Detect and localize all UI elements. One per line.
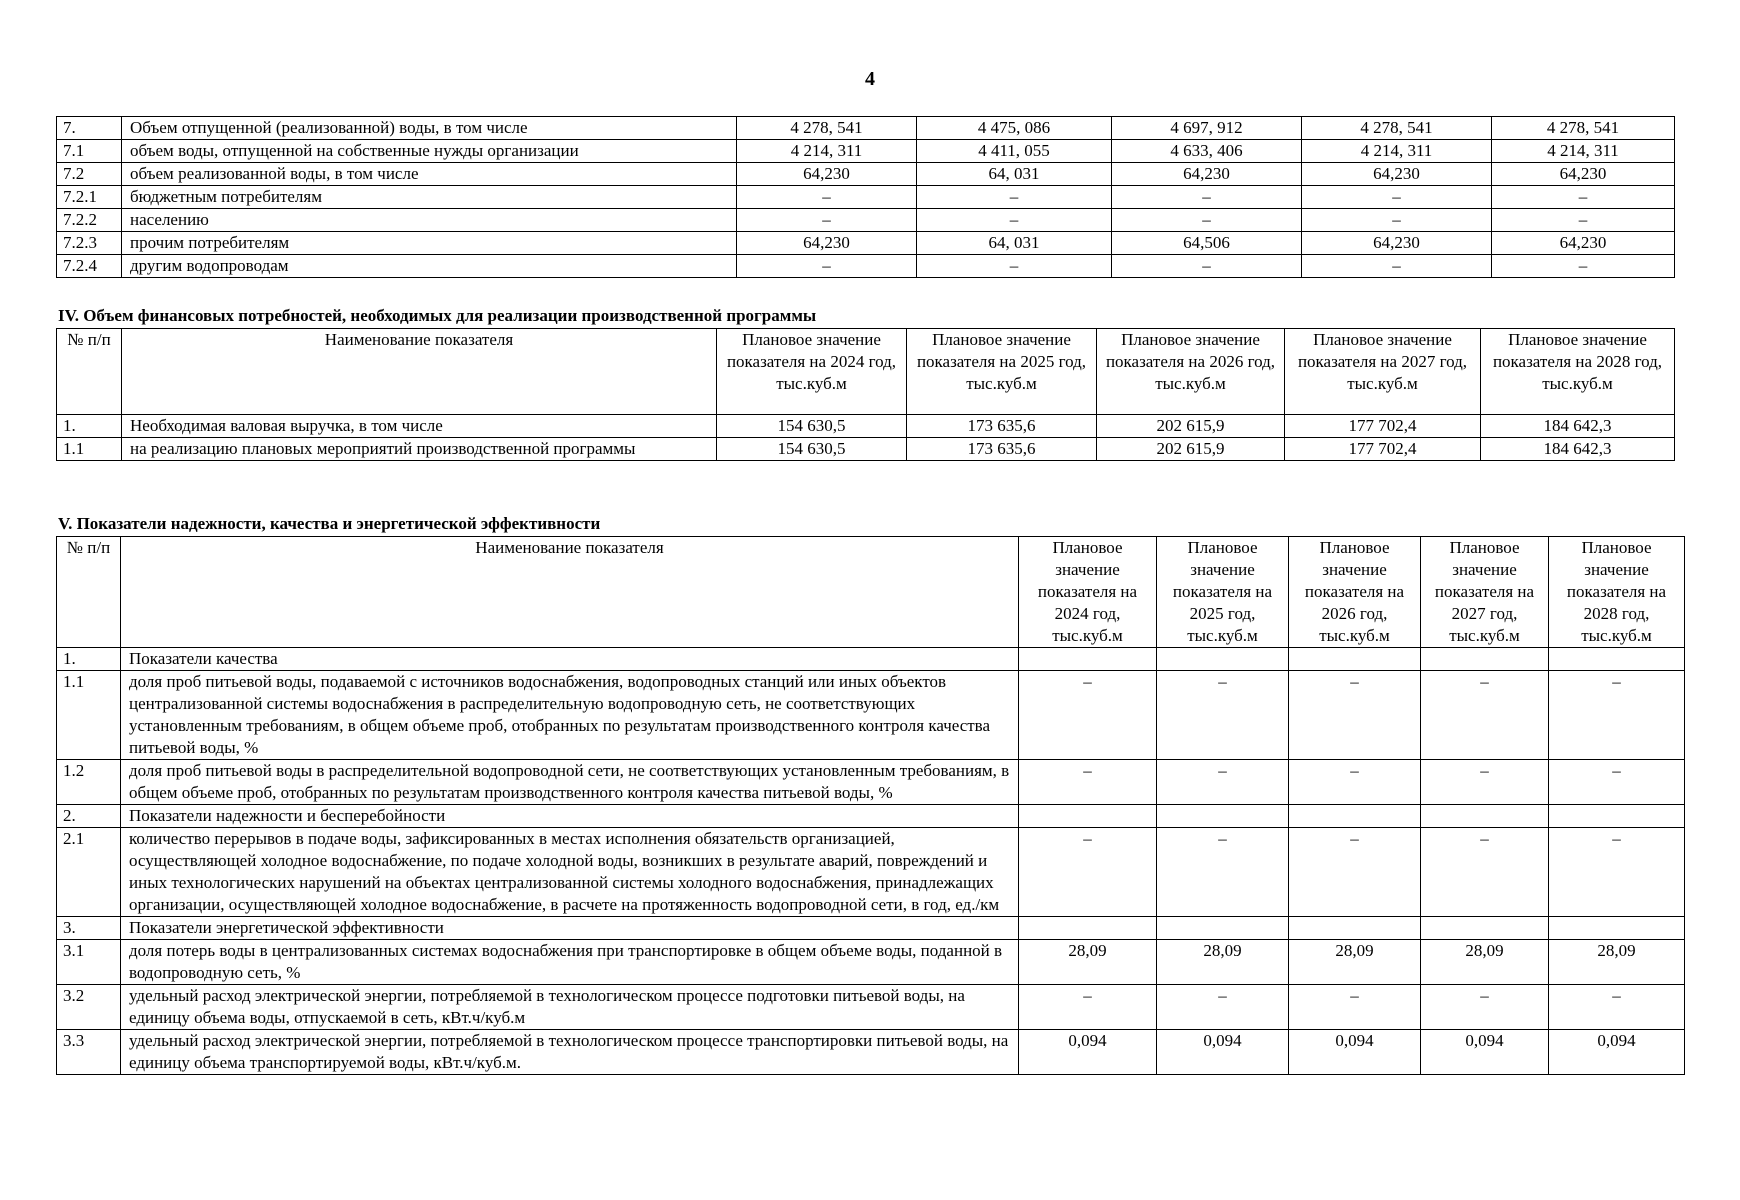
row-value-2028: 64,230	[1492, 232, 1675, 255]
row-value-2025: 64, 031	[917, 163, 1112, 186]
row-value-2024	[1019, 917, 1157, 940]
row-number: 3.	[57, 917, 121, 940]
header-name: Наименование показателя	[121, 537, 1019, 648]
row-number: 7.2.2	[57, 209, 122, 232]
row-value-2027	[1421, 917, 1549, 940]
row-value-2024: 154 630,5	[717, 415, 907, 438]
row-number: 1.	[57, 415, 122, 438]
row-value-2025: 28,09	[1157, 940, 1289, 985]
row-value-2026: 4 633, 406	[1112, 140, 1302, 163]
table-row	[57, 940, 1685, 985]
row-value-2026: 0,094	[1289, 1030, 1421, 1075]
row-number: 7.2	[57, 163, 122, 186]
table-row	[57, 648, 1685, 671]
row-value-2025: 173 635,6	[907, 415, 1097, 438]
row-value-2025: 173 635,6	[907, 438, 1097, 461]
header-name: Наименование показателя	[122, 329, 717, 415]
row-indicator-name: объем реализованной воды, в том числе	[122, 163, 737, 186]
water-volume-table	[56, 116, 1675, 278]
row-value-2024: 64,230	[737, 163, 917, 186]
table-row	[57, 186, 1675, 209]
row-value-2027	[1421, 648, 1549, 671]
row-value-2024: –	[1019, 671, 1157, 760]
table-row	[57, 209, 1675, 232]
row-value-2026	[1289, 917, 1421, 940]
row-value-2025: –	[1157, 985, 1289, 1030]
row-value-2025: –	[917, 209, 1112, 232]
row-value-2028	[1549, 805, 1685, 828]
row-value-2024: –	[1019, 985, 1157, 1030]
row-value-2027: –	[1302, 209, 1492, 232]
row-value-2028: –	[1492, 186, 1675, 209]
row-value-2028: 0,094	[1549, 1030, 1685, 1075]
financial-needs-table	[56, 328, 1675, 461]
row-value-2026: –	[1112, 186, 1302, 209]
table-row	[57, 415, 1675, 438]
row-number: 7.2.4	[57, 255, 122, 278]
header-col-2027: Плановое значение показателя на 2027 год, тыс.куб.м	[1421, 537, 1549, 648]
row-value-2027: 4 278, 541	[1302, 117, 1492, 140]
row-value-2025	[1157, 805, 1289, 828]
row-indicator-name: доля проб питьевой воды, подаваемой с источников водоснабжения, водопроводных станций или иных объектов централизованной системы водоснабжения в распределительную водопроводную сеть, не соответствующих установленным требованиям, в общем объеме проб, отобранных по результатам производственного контроля качества питьевой воды, %	[121, 671, 1019, 760]
row-value-2028: 4 278, 541	[1492, 117, 1675, 140]
row-number: 3.2	[57, 985, 121, 1030]
table-row	[57, 917, 1685, 940]
row-indicator-name: удельный расход электрической энергии, потребляемой в технологическом процессе подготовки питьевой воды, на единицу объема воды, отпускаемой в сеть, кВт.ч/куб.м	[121, 985, 1019, 1030]
row-value-2027: 0,094	[1421, 1030, 1549, 1075]
row-number: 1.	[57, 648, 121, 671]
row-value-2024: –	[737, 209, 917, 232]
row-indicator-name: доля потерь воды в централизованных системах водоснабжения при транспортировке в общем объеме воды, поданной в водопроводную сеть, %	[121, 940, 1019, 985]
row-value-2028: –	[1492, 255, 1675, 278]
row-value-2024: –	[737, 186, 917, 209]
row-value-2028: –	[1492, 209, 1675, 232]
row-value-2026: –	[1112, 209, 1302, 232]
header-col-2028: Плановое значение показателя на 2028 год, тыс.куб.м	[1549, 537, 1685, 648]
row-value-2026: 4 697, 912	[1112, 117, 1302, 140]
row-value-2028: 28,09	[1549, 940, 1685, 985]
row-value-2024: –	[1019, 828, 1157, 917]
row-value-2025	[1157, 917, 1289, 940]
row-value-2025: –	[1157, 671, 1289, 760]
row-number: 7.2.3	[57, 232, 122, 255]
table-row	[57, 140, 1675, 163]
row-value-2024: 4 278, 541	[737, 117, 917, 140]
row-number: 3.3	[57, 1030, 121, 1075]
row-value-2024: –	[1019, 760, 1157, 805]
table-row	[57, 985, 1685, 1030]
row-value-2026	[1289, 805, 1421, 828]
table-row	[57, 117, 1675, 140]
row-value-2024: 4 214, 311	[737, 140, 917, 163]
header-col-2028: Плановое значение показателя на 2028 год, тыс.куб.м	[1481, 329, 1675, 415]
header-col-2024: Плановое значение показателя на 2024 год, тыс.куб.м	[717, 329, 907, 415]
row-value-2027: –	[1421, 828, 1549, 917]
row-value-2028	[1549, 917, 1685, 940]
row-value-2028: –	[1549, 671, 1685, 760]
row-value-2026: 202 615,9	[1097, 438, 1285, 461]
page-number: 4	[865, 68, 875, 90]
row-indicator-name: количество перерывов в подаче воды, зафиксированных в местах исполнения обязательств организацией, осуществляющей холодное водоснабжение, по подаче холодной воды, возникших в результате аварий, повреждений и иных технологических нарушений на объектах централизованной системы холодного водоснабжения, принадлежащих организации, осуществляющей холодное водоснабжение, в расчете на протяженность водопроводной сети, в год, ед./км	[121, 828, 1019, 917]
row-value-2027: –	[1302, 255, 1492, 278]
section-4-title: IV. Объем финансовых потребностей, необходимых для реализации производственной программы	[58, 306, 817, 325]
row-value-2028	[1549, 648, 1685, 671]
row-value-2027: 64,230	[1302, 232, 1492, 255]
row-number: 3.1	[57, 940, 121, 985]
row-value-2026: 202 615,9	[1097, 415, 1285, 438]
row-value-2024: 0,094	[1019, 1030, 1157, 1075]
row-value-2027: 28,09	[1421, 940, 1549, 985]
row-value-2028: –	[1549, 828, 1685, 917]
row-value-2024: 64,230	[737, 232, 917, 255]
row-value-2025: –	[1157, 828, 1289, 917]
table-row	[57, 163, 1675, 186]
row-value-2024	[1019, 648, 1157, 671]
row-indicator-name: населению	[122, 209, 737, 232]
row-number: 1.2	[57, 760, 121, 805]
table-row	[57, 438, 1675, 461]
row-value-2028: 64,230	[1492, 163, 1675, 186]
row-value-2024	[1019, 805, 1157, 828]
row-number: 7.2.1	[57, 186, 122, 209]
row-indicator-name: удельный расход электрической энергии, потребляемой в технологическом процессе транспортировки питьевой воды, на единицу объема транспортируемой воды, кВт.ч/куб.м.	[121, 1030, 1019, 1075]
table-header-row	[57, 537, 1685, 648]
table-header-row	[57, 329, 1675, 415]
header-num: № п/п	[57, 537, 121, 648]
row-value-2027	[1421, 805, 1549, 828]
row-value-2028: –	[1549, 760, 1685, 805]
row-value-2025: 4 475, 086	[917, 117, 1112, 140]
row-value-2026: –	[1289, 985, 1421, 1030]
row-value-2028: 184 642,3	[1481, 415, 1675, 438]
table-row	[57, 255, 1675, 278]
row-value-2026: 64,230	[1112, 163, 1302, 186]
row-value-2025: 64, 031	[917, 232, 1112, 255]
row-value-2025: –	[917, 255, 1112, 278]
row-indicator-name: на реализацию плановых мероприятий производственной программы	[122, 438, 717, 461]
header-col-2025: Плановое значение показателя на 2025 год, тыс.куб.м	[1157, 537, 1289, 648]
table-row	[57, 232, 1675, 255]
row-value-2027: 177 702,4	[1285, 438, 1481, 461]
header-col-2026: Плановое значение показателя на 2026 год, тыс.куб.м	[1097, 329, 1285, 415]
row-value-2027: 4 214, 311	[1302, 140, 1492, 163]
row-value-2027: 177 702,4	[1285, 415, 1481, 438]
row-indicator-name: объем воды, отпущенной на собственные нужды организации	[122, 140, 737, 163]
row-number: 2.	[57, 805, 121, 828]
row-indicator-name: бюджетным потребителям	[122, 186, 737, 209]
row-value-2025: –	[917, 186, 1112, 209]
row-value-2026: 64,506	[1112, 232, 1302, 255]
section-5-title: V. Показатели надежности, качества и энергетической эффективности	[58, 514, 601, 533]
row-value-2025: –	[1157, 760, 1289, 805]
table-row	[57, 805, 1685, 828]
table-row	[57, 671, 1685, 760]
row-indicator-name: Показатели энергетической эффективности	[121, 917, 1019, 940]
row-number: 2.1	[57, 828, 121, 917]
row-indicator-name: прочим потребителям	[122, 232, 737, 255]
row-value-2025: 4 411, 055	[917, 140, 1112, 163]
row-indicator-name: Объем отпущенной (реализованной) воды, в том числе	[122, 117, 737, 140]
row-number: 7.	[57, 117, 122, 140]
header-col-2026: Плановое значение показателя на 2026 год, тыс.куб.м	[1289, 537, 1421, 648]
row-indicator-name: Необходимая валовая выручка, в том числе	[122, 415, 717, 438]
reliability-indicators-table	[56, 536, 1685, 1075]
row-value-2026: 28,09	[1289, 940, 1421, 985]
row-indicator-name: Показатели качества	[121, 648, 1019, 671]
header-col-2027: Плановое значение показателя на 2027 год, тыс.куб.м	[1285, 329, 1481, 415]
row-number: 1.1	[57, 671, 121, 760]
row-indicator-name: доля проб питьевой воды в распределительной водопроводной сети, не соответствующих установленным требованиям, в общем объеме проб, отобранных по результатам производственного контроля качества питьевой воды, %	[121, 760, 1019, 805]
header-col-2024: Плановое значение показателя на 2024 год, тыс.куб.м	[1019, 537, 1157, 648]
row-value-2028: 184 642,3	[1481, 438, 1675, 461]
row-value-2027: –	[1421, 985, 1549, 1030]
row-value-2025	[1157, 648, 1289, 671]
row-value-2028: 4 214, 311	[1492, 140, 1675, 163]
row-value-2028: –	[1549, 985, 1685, 1030]
row-value-2027: 64,230	[1302, 163, 1492, 186]
row-value-2025: 0,094	[1157, 1030, 1289, 1075]
row-indicator-name: Показатели надежности и бесперебойности	[121, 805, 1019, 828]
header-col-2025: Плановое значение показателя на 2025 год, тыс.куб.м	[907, 329, 1097, 415]
row-value-2026: –	[1289, 760, 1421, 805]
row-value-2026: –	[1112, 255, 1302, 278]
row-value-2024: 154 630,5	[717, 438, 907, 461]
row-value-2024: –	[737, 255, 917, 278]
table-row	[57, 828, 1685, 917]
table-row	[57, 760, 1685, 805]
row-value-2027: –	[1421, 760, 1549, 805]
header-num: № п/п	[57, 329, 122, 415]
row-value-2026: –	[1289, 828, 1421, 917]
row-number: 1.1	[57, 438, 122, 461]
row-indicator-name: другим водопроводам	[122, 255, 737, 278]
row-value-2026: –	[1289, 671, 1421, 760]
row-value-2024: 28,09	[1019, 940, 1157, 985]
row-number: 7.1	[57, 140, 122, 163]
row-value-2027: –	[1302, 186, 1492, 209]
row-value-2026	[1289, 648, 1421, 671]
row-value-2027: –	[1421, 671, 1549, 760]
table-row	[57, 1030, 1685, 1075]
